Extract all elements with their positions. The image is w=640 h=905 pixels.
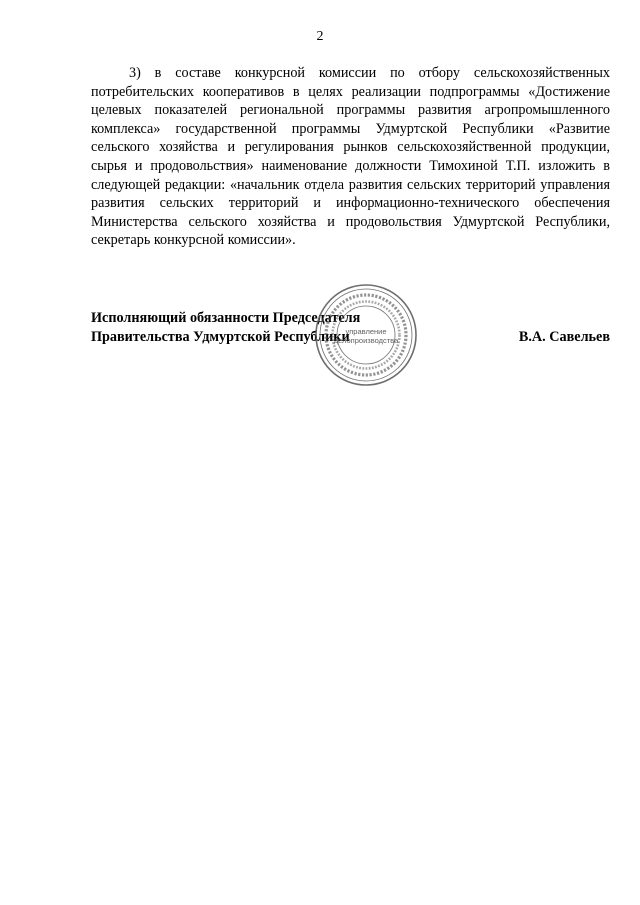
signatory-title-line-2: Правительства Удмуртской Республики bbox=[91, 328, 350, 345]
signatory-title-line-1: Исполняющий обязанности Председателя bbox=[91, 310, 361, 326]
seal-center-text-line-2: делопроизводства bbox=[333, 336, 399, 345]
page-number: 2 bbox=[316, 29, 324, 44]
seal-center-text-line-1: управление bbox=[345, 327, 387, 336]
main-paragraph: 3) в составе конкурсной комиссии по отбору сельскохозяйственных потребительских кооперативов в целях реализации подпрограммы «Достижение целевых показателей региональной программы развития агропромышленного комплекса» государственной программы Удмуртской Республики «Развитие сельского хозяйства и регулирования рынков сельскохозяйственной продукции, сырья и продовольствия» наименование должности Тимохиной Т.П. изложить в следующей редакции: «начальник отдела развития сельских территорий управления развития сельских территорий и информационно-технического обеспечения Министерства сельского хозяйства и продовольствия Удмуртской Республики, секретарь конкурсной комиссии». bbox=[91, 65, 610, 249]
signatory-name: В.А. Савельев bbox=[518, 328, 610, 345]
official-seal-icon bbox=[313, 282, 419, 388]
